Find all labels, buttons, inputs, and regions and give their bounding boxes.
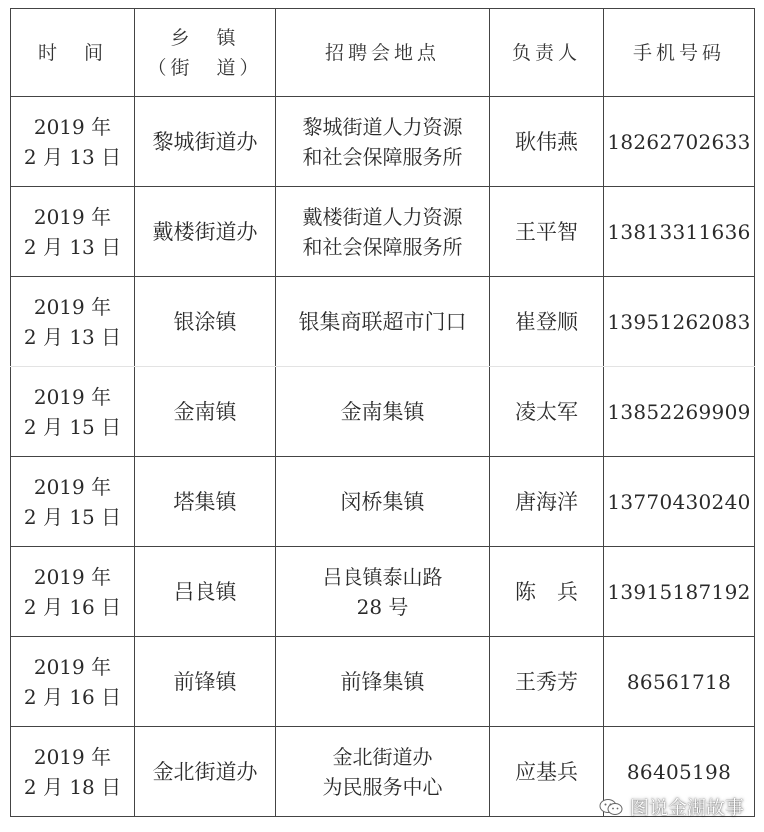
town-cell: 金北街道办 [135,727,276,817]
phone-cell: 13852269909 [604,367,755,457]
town-cell: 戴楼街道办 [135,187,276,277]
date-day: 2 月 18 日 [23,774,122,799]
date-year: 2019 年 [33,114,112,139]
table-row [11,547,755,637]
person-cell: 应基兵 [490,727,604,817]
table-row [11,367,755,457]
watermark-text: 图说金湖故事 [629,797,744,819]
date-year: 2019 年 [33,564,112,589]
phone-cell: 86561718 [604,637,755,727]
header-phone [604,9,755,97]
place-cell [276,97,490,187]
header-town [135,9,276,97]
date-year: 2019 年 [33,204,112,229]
place-line1: 金北街道办 [332,744,433,769]
person-cell: 凌太军 [490,367,604,457]
header-phone-label: 手机号码 [632,41,725,64]
place-line2: 28 号 [356,594,409,619]
place-line1: 黎城街道人力资源 [302,114,463,139]
date-day: 2 月 16 日 [23,684,122,709]
person-cell: 陈 兵 [490,547,604,637]
header-place [276,9,490,97]
date-cell [11,637,135,727]
header-place-label: 招聘会地点 [324,41,440,64]
date-cell [11,277,135,367]
phone-cell: 18262702633 [604,97,755,187]
table-row [11,277,755,367]
town-cell: 吕良镇 [135,547,276,637]
place-line2: 和社会保障服务所 [302,234,463,259]
person-cell: 耿伟燕 [490,97,604,187]
place-cell: 闵桥集镇 [276,457,490,547]
person-cell: 王平智 [490,187,604,277]
person-cell: 王秀芳 [490,637,604,727]
place-line2: 为民服务中心 [322,774,443,799]
town-cell: 塔集镇 [135,457,276,547]
place-line1: 吕良镇泰山路 [322,564,443,589]
recruitment-schedule-table [10,8,755,817]
date-year: 2019 年 [33,294,112,319]
date-year: 2019 年 [33,744,112,769]
phone-cell: 13915187192 [604,547,755,637]
place-cell [276,187,490,277]
date-cell [11,367,135,457]
header-town-sub-label: （街 道） [147,56,263,79]
table-row [11,187,755,277]
place-cell [276,547,490,637]
date-day: 2 月 16 日 [23,594,122,619]
date-year: 2019 年 [33,654,112,679]
table-row [11,457,755,547]
date-day: 2 月 13 日 [23,324,122,349]
phone-cell: 13813311636 [604,187,755,277]
person-cell: 唐海洋 [490,457,604,547]
date-day: 2 月 15 日 [23,414,122,439]
table-row [11,637,755,727]
date-day: 2 月 13 日 [23,234,122,259]
phone-cell: 13951262083 [604,277,755,367]
place-line2: 和社会保障服务所 [302,144,463,169]
phone-cell: 13770430240 [604,457,755,547]
date-day: 2 月 15 日 [23,504,122,529]
header-town-label: 乡 镇 [170,26,240,49]
place-line1: 戴楼街道人力资源 [302,204,463,229]
date-day: 2 月 13 日 [23,144,122,169]
date-cell [11,727,135,817]
date-year: 2019 年 [33,384,112,409]
watermark [598,793,744,820]
place-cell: 金南集镇 [276,367,490,457]
date-cell [11,457,135,547]
header-person [490,9,604,97]
person-cell: 崔登顺 [490,277,604,367]
header-person-label: 负责人 [511,41,581,64]
header-date [11,9,135,97]
place-cell: 银集商联超市门口 [276,277,490,367]
header-date-label: 时 间 [37,41,107,64]
date-cell [11,187,135,277]
town-cell: 金南镇 [135,367,276,457]
town-cell: 银涂镇 [135,277,276,367]
date-year: 2019 年 [33,474,112,499]
table-row [11,97,755,187]
town-cell: 前锋镇 [135,637,276,727]
date-cell [11,547,135,637]
phone-cell: 86405198 [604,727,755,817]
wechat-icon [598,798,624,816]
place-cell [276,727,490,817]
town-cell: 黎城街道办 [135,97,276,187]
date-cell [11,97,135,187]
table-header-row [11,9,755,97]
place-cell: 前锋集镇 [276,637,490,727]
